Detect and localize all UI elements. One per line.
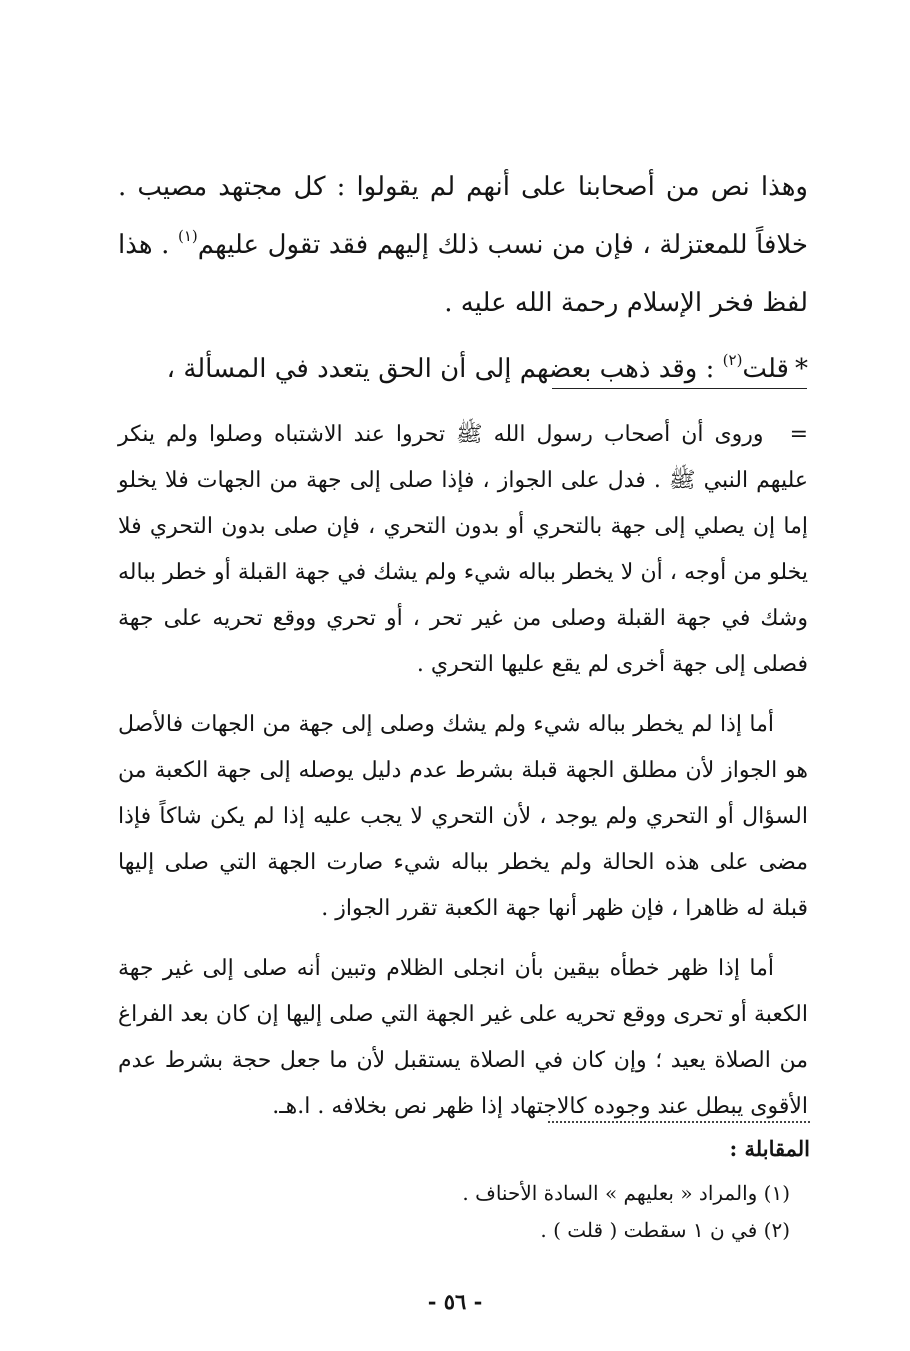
footnote-paragraph-3: أما إذا ظهر خطأه بيقين بأن انجلى الظلام وتبين أنه صلى إلى غير جهة الكعبة أو تحرى ووقع تحريه على غير الجهة التي صلى إليها إن كان بعد الفراغ من الصلاة يعيد ؛ وإن كان في الصلاة يستقبل لأن ما جعل حجة بشرط عدم الأقوى يبطل عند وجوده كالاجتهاد إذا ظهر نص بخلافه . ا.هـ. [118,956,808,1119]
collation-title: المقابلة : [729,1136,810,1161]
main-paragraph [118,158,808,332]
collation-item-2: (٢) في ن ١ سقطت ( قلت ) . [540,1218,790,1242]
footnote-paragraph-1 [118,412,808,688]
footnote-ref-1: (١) [178,227,198,245]
footnote-paragraph-1-text: وروى أن أصحاب رسول الله ﷺ تحروا عند الاشتباه وصلوا ولم ينكر عليهم النبي ﷺ . فدل على الجواز ، فإذا صلى إلى جهة من الجهات فلا يخلو إما إن يصلي إلى جهة بالتحري أو بدون التحري ، فإن صلى بدون التحري فلا يخلو من أوجه ، أن لا يخطر بباله شيء ولم يشك في جهة القبلة أو خطر بباله وشك في جهة القبلة وصلى من غير تحر ، أو تحري ووقع تحريه على جهة فصلى إلى جهة أخرى لم يقع عليها التحري . [118,422,808,677]
main-paragraph-part2: . هذا لفظ فخر الإسلام رحمة الله عليه . [118,230,808,318]
qult-word: قلت [742,354,789,384]
footnote-separator [552,388,807,389]
collation-separator [548,1121,810,1123]
qult-text: : وقد ذهب بعضهم إلى أن الحق يتعدد في المسألة ، [166,354,715,384]
collation-item-1: (١) والمراد « بعليهم » السادة الأحناف . [462,1181,790,1205]
footnote-ref-2: (٢) [722,351,743,369]
asterisk-icon: * [795,354,808,384]
continuation-mark: = [789,422,808,447]
footnotes [118,412,808,1144]
qult-paragraph [118,340,808,398]
collation-list [462,1175,790,1249]
footnote-paragraph-2: أما إذا لم يخطر بباله شيء ولم يشك وصلى إلى جهة من الجهات فالأصل هو الجواز لأن مطلق الجهة قبلة بشرط عدم دليل يوصله إلى جهة الكعبة من السؤال أو التحري ولم يوجد ، لأن التحري لا يجب عليه إذا لم يكن شاكاً فإذا مضى على هذه الحالة ولم يخطر بباله شيء صارت الجهة التي صلى إليها قبلة له ظاهرا ، فإن ظهر أنها جهة الكعبة تقرر الجواز . [118,712,808,921]
main-paragraph-part1: وهذا نص من أصحابنا على أنهم لم يقولوا : كل مجتهد مصيب . خلافاً للمعتزلة ، فإن من نسب ذلك إليهم فقد تقول عليهم [118,172,808,260]
page-number: - ٥٦ - [427,1289,483,1314]
main-text [118,158,808,398]
